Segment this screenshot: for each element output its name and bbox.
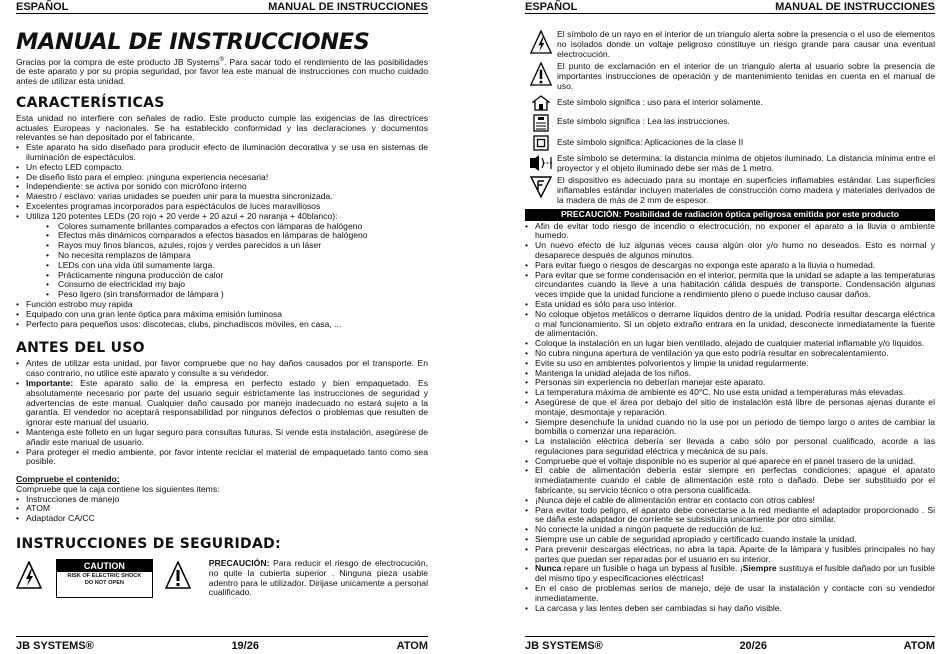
list-item: • No coloque objetos metálicos o derrame líquidos dentro de la unidad. Podría resultar descarga eléctrica o mal funcionamiento. Si un objeto extraño entrara en la unidad, desconecte inmediatamente la fuente de alimentación.	[525, 310, 935, 339]
flammable-surface-icon	[530, 176, 552, 198]
footer-brand: JB SYSTEMS®	[525, 640, 603, 652]
exclamation-triangle-icon	[165, 561, 191, 598]
list-item: • La instalación eléctrica debería ser llevada a cabo sólo por personal cualificado, acorde a las regulaciones para seguridad eléctrica y mecánica de su país.	[525, 437, 935, 457]
symbol-row: El símbolo de un rayo en el interior de un triangulo alerta sobre la presencia o el uso de elementos no isolados donde un voltaje peligroso constituye un riesgo grande para causar una eventual electrocución.	[525, 30, 935, 59]
list-item: • ATOM	[16, 504, 428, 514]
symbol-row: Este símbolo significa : Lea las instrucciones.	[525, 114, 935, 132]
list-item: • Para prevenir descargas eléctricas, no abra la tapa. Aparte de la lámpara y fusibles principales no hay partes que puedan ser reparadas por el usuario en su interior.	[525, 545, 935, 565]
list-item: • Mantenga este folleto en un lugar seguro para consultas futuras. Si vende esta instalación, asegúrese de añadir este manual de usuario.	[16, 428, 428, 448]
contents-intro: Compruebe que la caja contiene los siguientes items:	[16, 483, 220, 494]
symbol-row: El dispositivo es adecuado para su montaje en superficies inflamables estándar. Las superficies inflamables estándar incluyen materiales de construcción como madera y materiales derivados de la madera de más de 2 mm de espesor.	[525, 176, 935, 205]
sub-list-item: • Efectos más dinámicos comparados a efectos basados en lámparas de halógeno	[46, 231, 428, 241]
header-language: ESPAÑOL	[16, 1, 69, 13]
optical-radiation-warning-bar: PRECAUCIÓN: Posibilidad de radiación óptica peligrosa emitida por este producto	[525, 209, 935, 221]
list-item: • Evite su uso en ambientes polvorientos y limpie la unidad regularmente.	[525, 359, 935, 369]
list-item: • Mantenga la unidad alejada de los niños.	[525, 369, 935, 379]
list-item: • Este aparato ha sido diseñado para producir efecto de iluminación decorativa y se usa en sistemas de iluminación de espectáculos.	[16, 143, 428, 163]
class-ii-icon	[533, 135, 549, 151]
page-left	[16, 0, 428, 654]
list-item: • Siempre use un cable de seguridad apropiado y certificado cuando instale la unidad.	[525, 535, 935, 545]
led-sub-list	[46, 222, 428, 300]
page-header	[525, 0, 935, 14]
list-item: • No cubra ninguna apertura de ventilación ya que esto podría resultar en sobrecalentamiento.	[525, 349, 935, 359]
list-item: • Perfecto para pequeños usos: discotecas, clubs, pinchadiscos móviles, en casa, ...	[16, 320, 428, 330]
list-item: • Esta unidad es sólo para uso interior.	[525, 300, 935, 310]
caution-label: CAUTION RISK OF ELECTRIC SHOCK DO NOT OPEN	[56, 559, 153, 598]
exclamation-triangle-icon	[530, 62, 552, 86]
list-item: • Importante: Este aparato salio de la empresa en perfecto estado y bien empaquetado. Es absolutamente necesario por parte del usuario seguir estrictamente las instrucciones de seguridad y advertencias de este manual. Cualquier daño causado por manejo inadecuado no estará sujeto a la garantía. El vendedor no aceptará responsabilidad por ningunos defectos o problemas que resulten de ignorar este manual del usuario.	[16, 379, 428, 428]
precaution-text: PRECAUCIÓN: Para reducir el riesgo de electrocución, no quite la cubierta superior . Ninguna pieza usable adentro para le utilizador. Dirijase unicamente a personal cualificado.	[208, 558, 428, 598]
section-title-before-use: ANTES DEL USO	[16, 340, 145, 357]
features-intro: Esta unidad no interfiere con señales de radio. Este producto cumple las exigencias de las directrices actuales Europeas y nacionales. Se ha establecido conformidad y las declaraciones y documentos relevantes se han depositado por el fabricante.	[16, 112, 428, 143]
list-item: • Para evitar que se forme condensación en el interior, permita que la unidad se adapte a las temperaturas circundantes cuando la lleve a una habitación cálida después de transporte. Condensación algunas veces impide que la unidad funcione a rendimiento pleno o puede incluso causar daños.	[525, 271, 935, 300]
page-right	[525, 0, 935, 654]
minimum-distance-icon	[529, 154, 553, 172]
list-item: • Para proteger el medio ambiente, por favor intente reciclar el material de empaquetado tanto como sea posible.	[16, 448, 428, 468]
before-use-list	[16, 359, 428, 467]
list-item: • Equipado con una gran lente óptica para máxima emisión luminosa	[16, 310, 428, 320]
caution-row	[16, 559, 428, 598]
section-title-features: CARACTERÍSTICAS	[16, 94, 165, 111]
indoor-use-icon	[532, 95, 550, 111]
sub-list-item: • Peso ligero (sin transformador de lámpara )	[46, 290, 428, 300]
list-item: • Para evitar fuego o riesgos de descargas no exponga este aparato a la lluvia o humedad.	[525, 261, 935, 271]
list-item: • ¡Nunca deje el cable de alimentación entrar en contacto con otros cables!	[525, 496, 935, 506]
footer-product: ATOM	[903, 640, 935, 652]
contents-heading: Compruebe el contenido:	[16, 474, 120, 485]
lightning-triangle-icon	[530, 30, 552, 54]
list-item: • Un nuevo efecto de luz algunas veces causa algún olor y/o humo no deseados. Esto es normal y desaparece después de algunos minutos.	[525, 241, 935, 261]
read-instructions-icon	[533, 114, 549, 132]
list-item: • Adaptador CA/CC	[16, 514, 428, 524]
list-item: • Utiliza 120 potentes LEDs (20 rojo + 20 verde + 20 azul + 20 naranja + 40blanco): • Colores sumamente brillantes comparados a efectos con lámparas de halógeno • Efectos más dinámicos comparados a efectos basados en lámparas de halógeno • Rayos muy finos blancos, azules, rojos y verdes parecidos a un láser • No necesita remplazos de lámpara • LEDs con una vida útil sumamente larga. • Prácticamente ninguna producción de calor • Consumo de electricidad my bajo • Peso ligero (sin transformador de lámpara )	[16, 212, 428, 300]
list-item: • Instrucciones de manejo	[16, 495, 428, 505]
footer-product: ATOM	[396, 640, 428, 652]
sub-list-item: • Consumo de electricidad my bajo	[46, 280, 428, 290]
sub-list-item: • LEDs con una vida útil sumamente larga.	[46, 261, 428, 271]
list-item: • Nunca repare un fusible o haga un bypass al fusible. ¡Siempre sustituya el fusible dañado por un fusible del mismo tipo y especificaciones eléctricas!	[525, 564, 935, 584]
list-item: • Personas sin experiencia no deberían manejar este aparato.	[525, 378, 935, 388]
list-item: • Función estrobo muy rapida	[16, 300, 428, 310]
symbols-table	[525, 30, 935, 206]
lightning-triangle-icon	[16, 561, 42, 598]
section-title-safety: INSTRUCCIONES DE SEGURIDAD:	[16, 536, 281, 553]
list-item: • Un efecto LED compacto.	[16, 163, 428, 173]
list-item: • Asegúrese de que el área por debajo del sitio de instalación está libre de personas ajenas durante el montaje, desmontaje y reparación.	[525, 398, 935, 418]
list-item: • Maestro / esclavo: varias unidades se pueden unir para la muestra sincronizada.	[16, 192, 428, 202]
sub-list-item: • No necesita remplazos de lámpara	[46, 251, 428, 261]
intro-paragraph: Gracias por la compra de este producto JB Systems®. Para sacar todo el rendimiento de las posibilidades de este aparato y por su propia seguridad, por favor lea este manual de instrucciones con mucho cuidado antes de utilizar esta unidad.	[16, 56, 428, 87]
page-number: 19/26	[231, 640, 259, 652]
list-item: • El cable de alimentación debería estar siempre en perfectas condiciones: apague el aparato inmediatamente cuando el cable de alimentación esté roto o dañado. Debe ser substituido por el fabricante, su servicio técnico o otra persona cualificada.	[525, 466, 935, 495]
list-item: • Independiente: se activa por sonido con micrófono interno	[16, 182, 428, 192]
symbol-row: Este símbolo significa : uso para el interior solamente.	[525, 95, 935, 111]
symbol-row: El punto de exclamación en el interior de un triangulo alerta al usuario sobre la presencia de importantes instrucciones de operación y de mantenimiento tenidas en cuenta en el manual de uso.	[525, 62, 935, 91]
page-header	[16, 0, 428, 14]
list-item: • Antes de utilizar esta unidad, por favor compruebe que no hay daños causados por el transporte. En caso contrario, no utilice este aparato y consulte a su vendedor.	[16, 359, 428, 379]
list-item: • En el caso de problemas serios de manejo, deje de usar la instalación y contacte con su vendedor inmediatamente.	[525, 584, 935, 604]
page-footer	[525, 636, 935, 653]
list-item: • Coloque la instalación en un lugar bien ventilado, alejado de cualquier material inflamable y/o líquidos.	[525, 339, 935, 349]
page-number: 20/26	[739, 640, 767, 652]
symbol-row: Este símbolo significa: Aplicaciones de la clase II	[525, 135, 935, 151]
footer-brand: JB SYSTEMS®	[16, 640, 94, 652]
header-language: ESPAÑOL	[525, 1, 578, 13]
list-item: • Compruebe que el voltaje disponible no es superior al que aparece en el panel trasero de la unidad.	[525, 457, 935, 467]
list-item: • La carcasa y las lentes deben ser cambiadas si hay daño visible.	[525, 604, 935, 614]
contents-list	[16, 495, 428, 524]
safety-list	[525, 222, 935, 614]
symbol-row: Este símbolo se determina: la distancia mínima de objetos iluminado. La distancia minima entre el proyector y el objeto iluminado debe ser más de 1 metro.	[525, 154, 935, 174]
page-footer	[16, 636, 428, 653]
list-item: • Afin de evitar todo riesgo de incendio o electrocución, no exponer el aparato a la lluvia o ambiente humedo.	[525, 222, 935, 242]
header-title: MANUAL DE INSTRUCCIONES	[268, 1, 428, 13]
list-item: • Siempre desenchufe la unidad cuando no la use por un periodo de tiempo largo o antes de cambiar la bombilla o comenzar una reparación.	[525, 418, 935, 438]
list-item: • La temperatura máxima de ambiente es 40°C. No use esta unidad a temperaturas más elevadas.	[525, 388, 935, 398]
sub-list-item: • Colores sumamente brillantes comparados a efectos con lámparas de halógeno	[46, 222, 428, 232]
sub-list-item: • Rayos muy finos blancos, azules, rojos y verdes parecidos a un láser	[46, 241, 428, 251]
header-title: MANUAL DE INSTRUCCIONES	[775, 1, 935, 13]
sub-list-item: • Prácticamente ninguna producción de calor	[46, 271, 428, 281]
features-list	[16, 143, 428, 329]
list-item: • De diseño listo para el empleo: ¡ninguna experiencia necesaria!	[16, 173, 428, 183]
list-item: • Excelentes programas incorporados para espectáculos de luces maravillosos	[16, 202, 428, 212]
list-item: • No conecte la unidad a ningún paquete de reducción de luz.	[525, 525, 935, 535]
document-title: MANUAL DE INSTRUCCIONES	[16, 29, 370, 55]
list-item: • Para evitar todo peligro, el aparato debe conectarse a la red mediante el adaptador proporcionado . Si se daña este adaptador de corriente se subsistuira unicamente por otro similar.	[525, 506, 935, 526]
